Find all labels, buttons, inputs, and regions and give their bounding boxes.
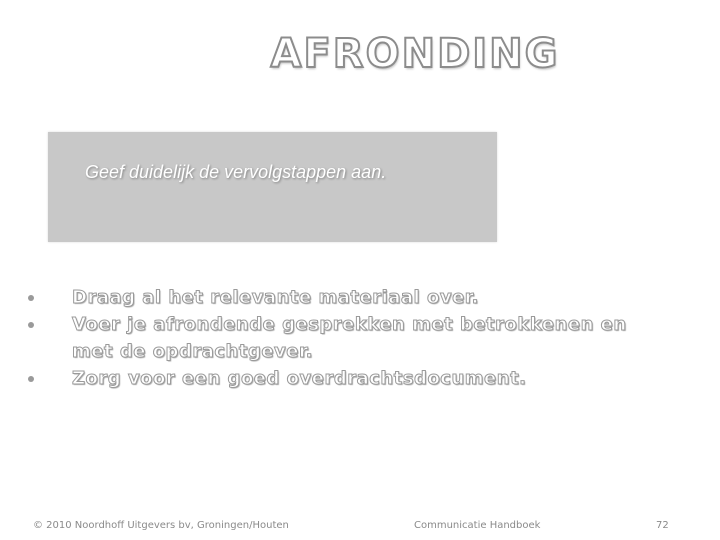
bullet-dot-icon bbox=[28, 376, 34, 382]
footer-book-title: Communicatie Handboek bbox=[414, 520, 541, 531]
bullet-text: Draag al het relevante materiaal over. bbox=[72, 287, 479, 308]
bullet-text: Zorg voor een goed overdrachtsdocument. bbox=[72, 368, 527, 389]
bullet-item bbox=[28, 284, 628, 311]
bullet-text: Voer je afrondende gesprekken met betrokkenen en met de opdrachtgever. bbox=[72, 314, 627, 362]
footer-copyright: © 2010 Noordhoff Uitgevers bv, Groningen/Houten bbox=[33, 520, 289, 531]
bullet-dot-icon bbox=[28, 295, 34, 301]
footer-page-number: 72 bbox=[656, 520, 669, 531]
bullet-item bbox=[28, 365, 628, 392]
bullet-list bbox=[28, 284, 628, 392]
bullet-dot-icon bbox=[28, 322, 34, 328]
callout-text: Geef duidelijk de vervolgstappen aan. bbox=[85, 162, 387, 182]
bullet-item bbox=[28, 311, 628, 365]
slide-title: AFRONDING bbox=[270, 31, 560, 77]
callout-box bbox=[48, 132, 497, 242]
